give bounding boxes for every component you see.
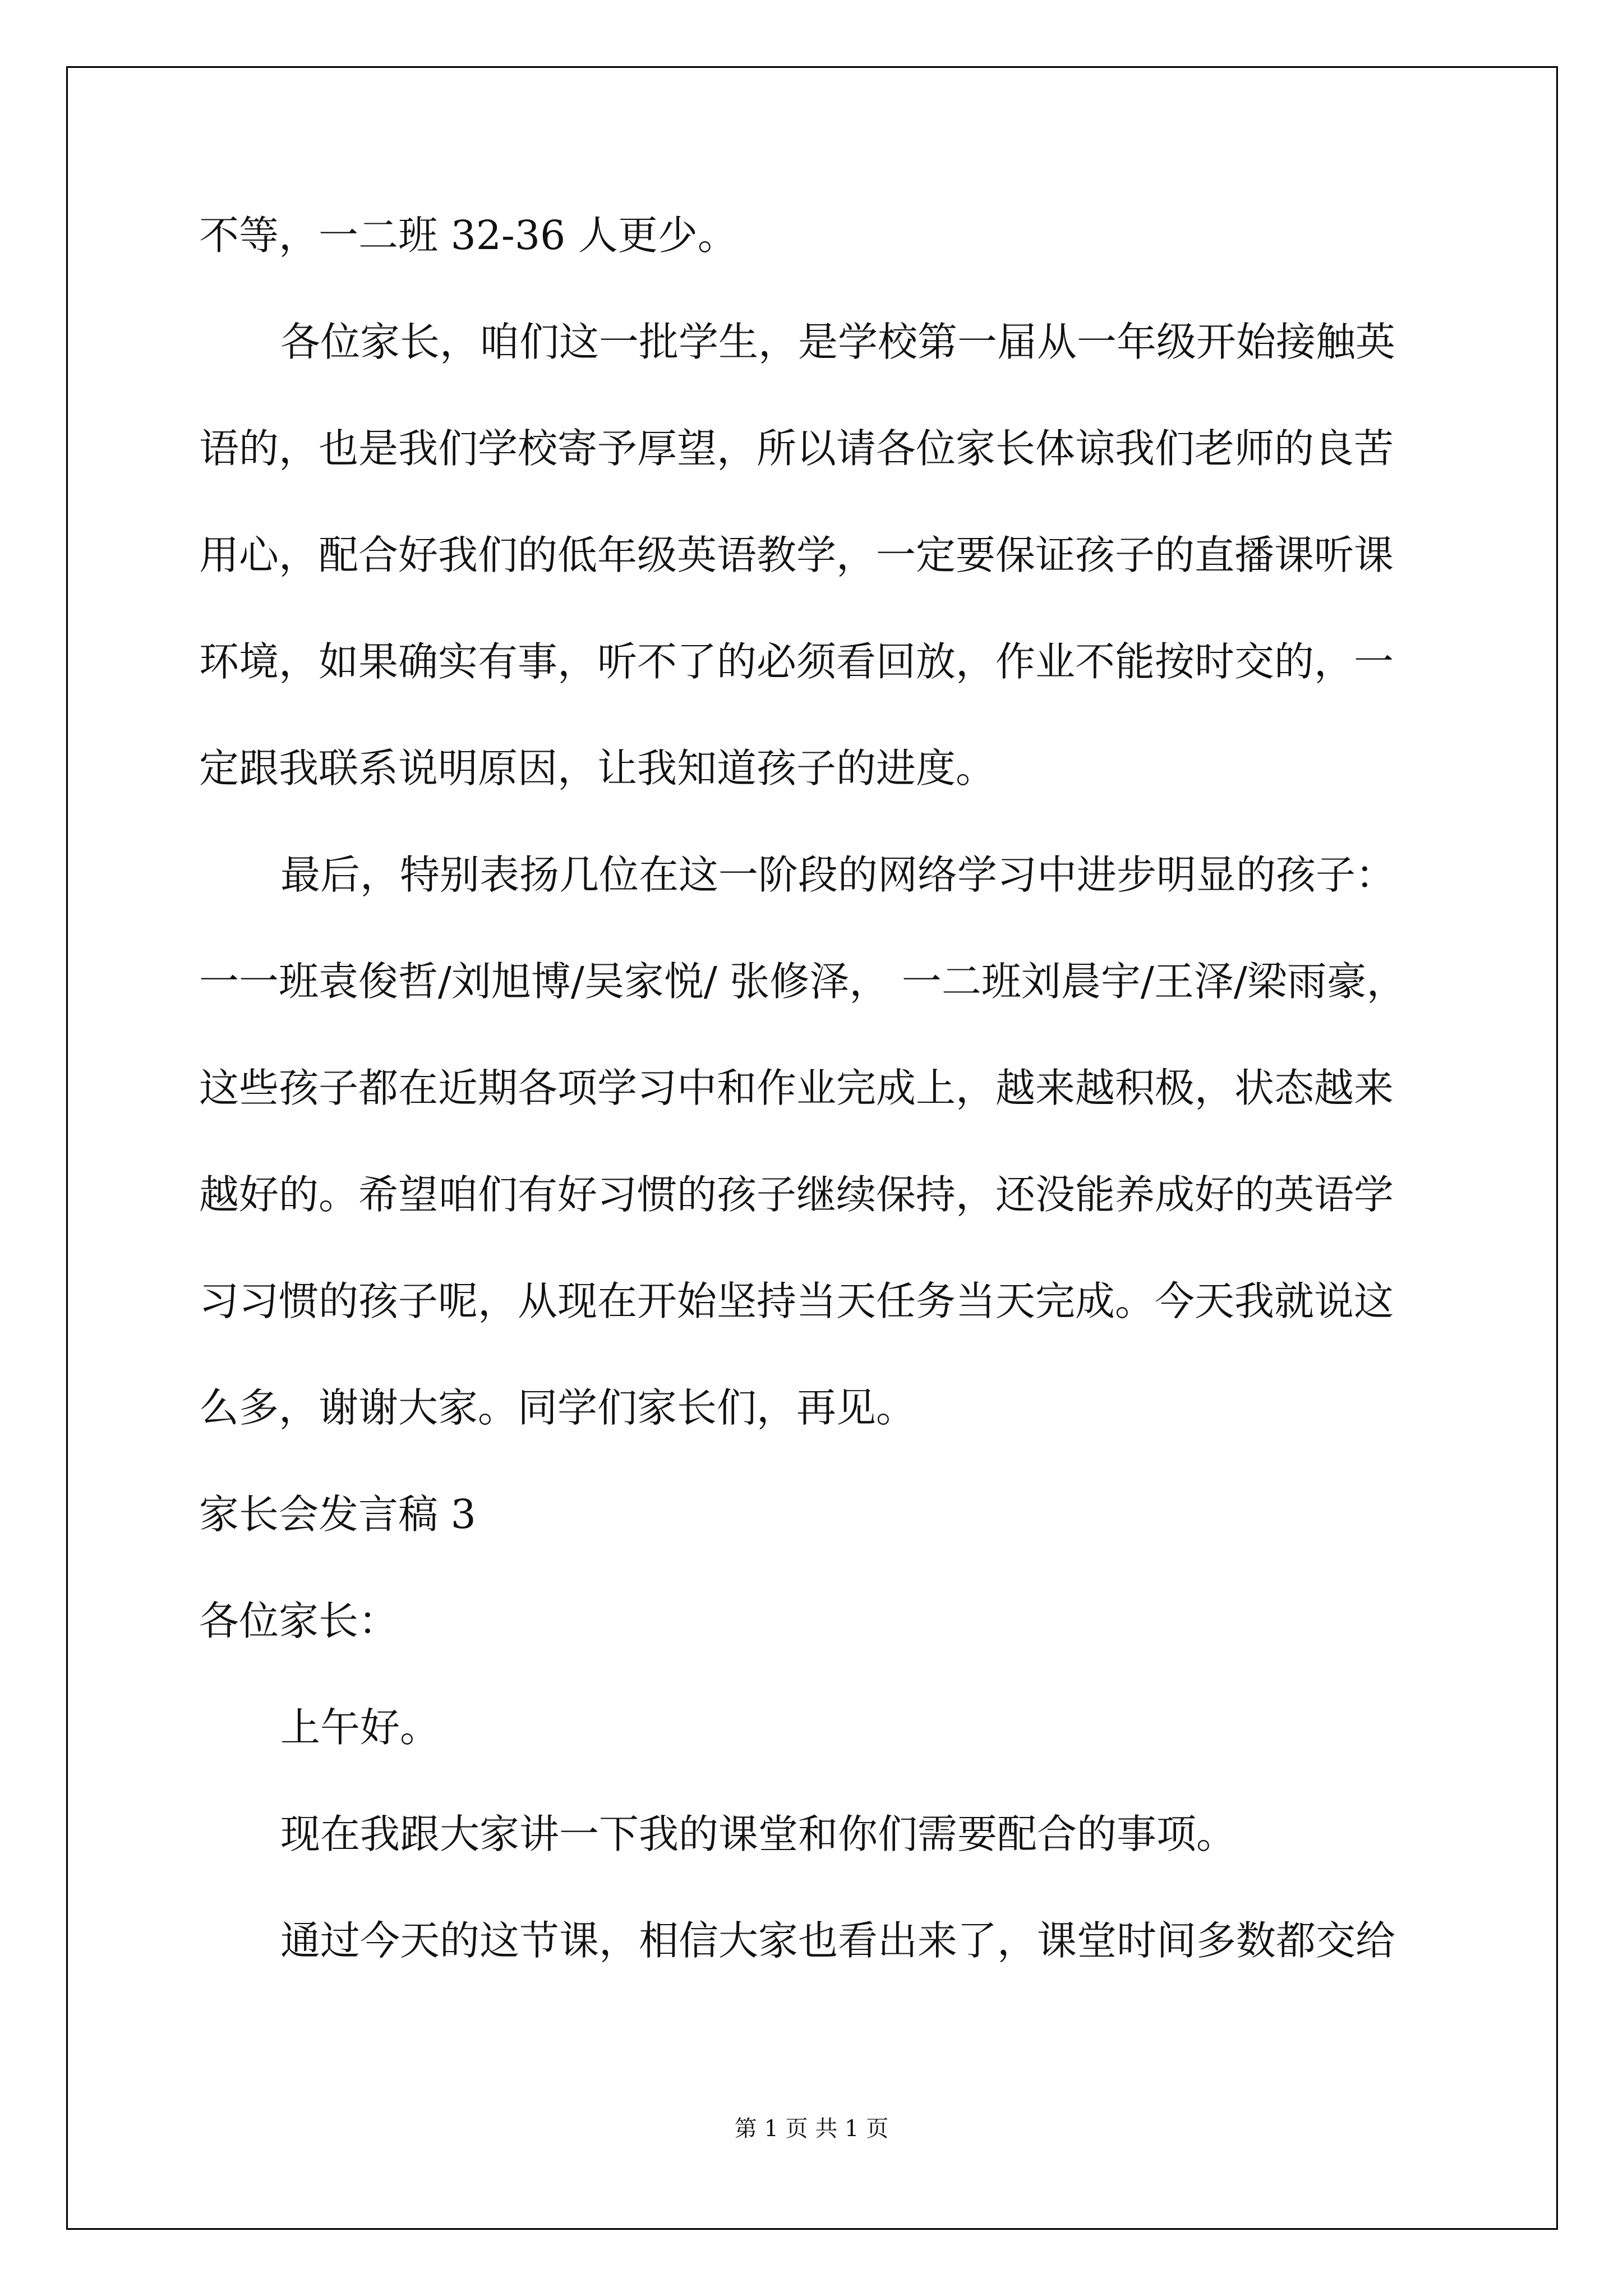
text-line: 现在我跟大家讲一下我的课堂和你们需要配合的事项。 — [280, 1811, 1237, 1857]
text-line: 这些孩子都在近期各项学习中和作业完成上，越来越积极，状态越来 — [199, 1065, 1394, 1111]
text-line: 习习惯的孩子呢，从现在开始坚持当天任务当天完成。今天我就说这 — [199, 1278, 1394, 1324]
page-number-footer: 第 1 页 共 1 页 — [734, 2116, 889, 2142]
text-line: 各位家长，咱们这一批学生，是学校第一届从一年级开始接触英 — [280, 319, 1396, 365]
page-border — [66, 66, 1558, 2230]
text-line: 最后，特别表扬几位在这一阶段的网络学习中进步明显的孩子： — [280, 852, 1396, 898]
greeting: 上午好。 — [280, 1704, 440, 1751]
text-line: 通过今天的这节课，相信大家也看出来了，课堂时间多数都交给 — [280, 1917, 1396, 1964]
text-line: 语的，也是我们学校寄予厚望，所以请各位家长体谅我们老师的良苦 — [199, 425, 1394, 472]
text-line: 用心，配合好我们的低年级英语教学，一定要保证孩子的直播课听课 — [199, 532, 1394, 578]
text-line: 么多，谢谢大家。同学们家长们，再见。 — [199, 1384, 916, 1431]
text-line: 环境，如果确实有事，听不了的必须看回放，作业不能按时交的，一 — [199, 638, 1394, 685]
text-line: 定跟我联系说明原因，让我知道孩子的进度。 — [199, 745, 996, 792]
text-line: 一一班袁俊哲/刘旭博/吴家悦/ 张修泽， 一二班刘晨宇/王泽/梁雨豪， — [199, 958, 1407, 1005]
text-line: 越好的。希望咱们有好习惯的孩子继续保持，还没能养成好的英语学 — [199, 1171, 1394, 1218]
section-heading: 家长会发言稿 3 — [199, 1491, 476, 1538]
salutation: 各位家长： — [199, 1598, 399, 1644]
text-line: 不等，一二班 32-36 人更少。 — [199, 212, 737, 259]
